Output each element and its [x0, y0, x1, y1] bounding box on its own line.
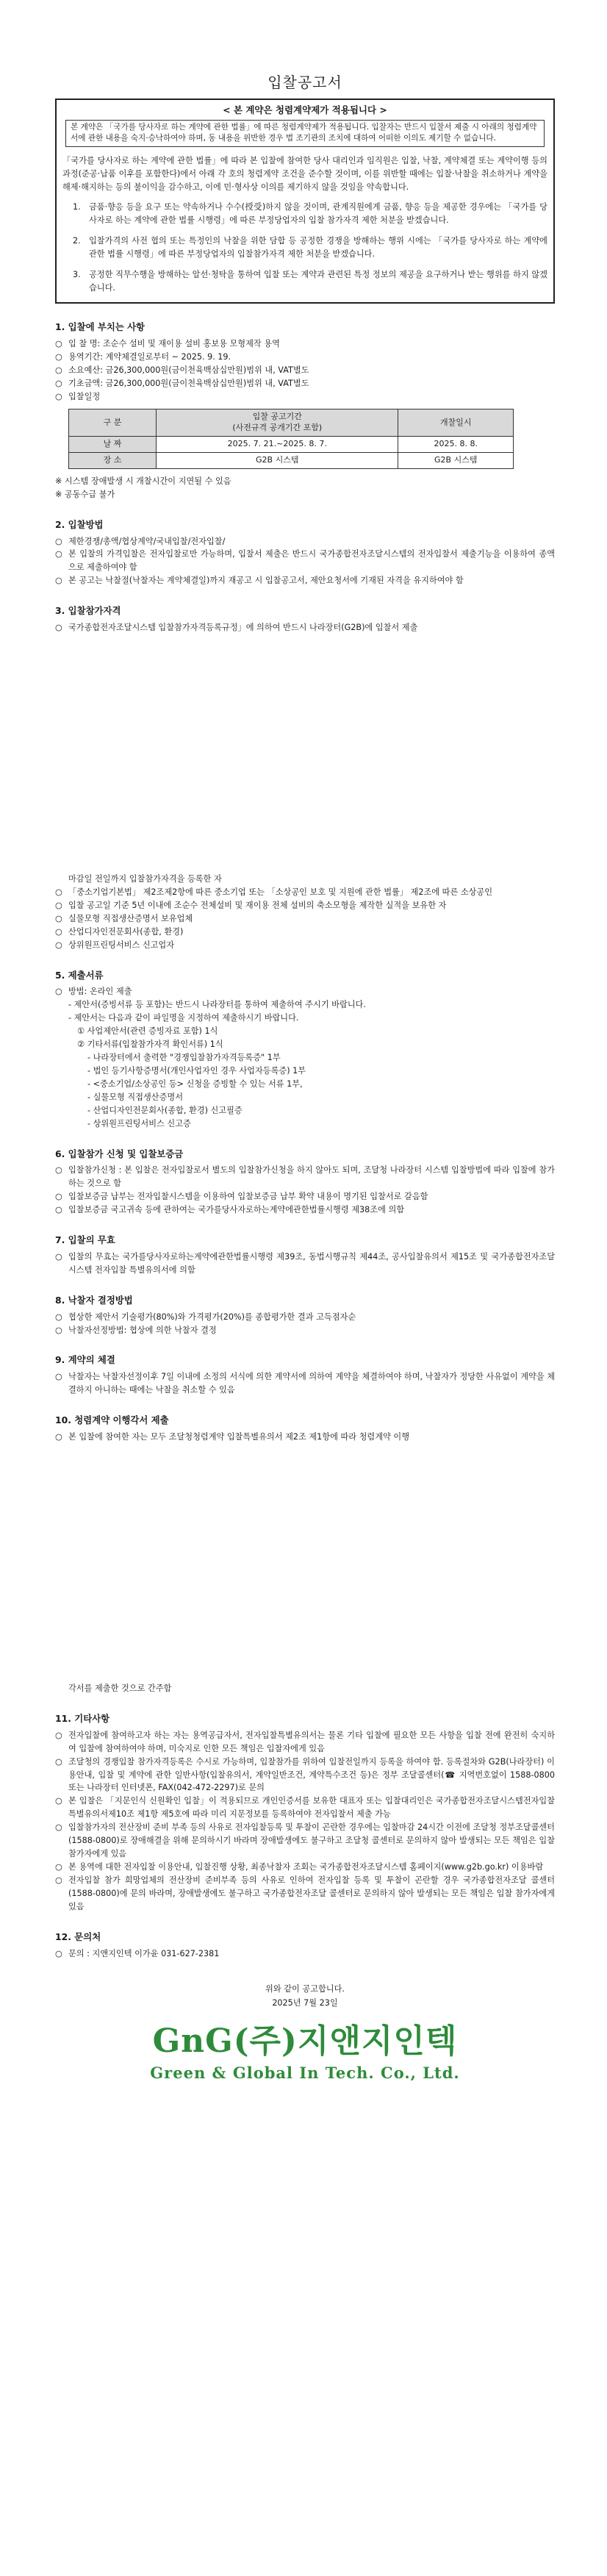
section-3-heading: 3. 입찰참가자격 — [55, 605, 121, 617]
list-item: ○ 본 입찰의 가격입찰은 전자입찰로만 가능하며, 입찰서 제출은 반드시 국가종합전자조달시스템의 전자입찰서 제출기능을 이용하여 종액으로 제출하여야 함 — [55, 549, 555, 573]
integrity-paragraph: 「국가를 당사자로 하는 계약에 관한 법률」에 따라 본 입찰에 참여한 당사 대리인과 임직원은 입찰, 낙찰, 계약체결 또는 계약이행 등의 과정(준공·납품 이후를 포함한다)에서 아래 각 호의 청렴계약 조건을 준수할 것이며, 이를 위반할 때에는 입찰·낙찰을 취소하거나 계약을 해제·해지하는 등의 불이익을 감수하고, 이에 민·형사상 이의를 제기하지 않을 것임을 약속합니다. — [62, 155, 547, 192]
list-item: ○ 실물모형 직접생산증명서 보유업체 — [55, 913, 193, 923]
continued-text: 마감일 전일까지 입찰참가자격을 등록한 자 — [68, 874, 222, 884]
section-11-heading: 11. 기타사항 — [55, 1712, 110, 1724]
list-item: ○ 산업디자인전문회사(종합, 환경) — [55, 926, 184, 937]
note: ※ 공동수급 불가 — [55, 489, 115, 499]
list-item: ○ 낙찰자는 낙찰자선정이후 7일 이내에 소정의 서식에 의한 계약서에 의하여 계약을 체결하여야 하며, 낙찰자가 정당한 사유없이 계약을 체결하지 아니하는 때에는 낙찰을 취소할 수 있음 — [55, 1372, 555, 1395]
section-8-heading: 8. 낙찰자 결정방법 — [55, 1294, 133, 1306]
list-item: ○ 방법: 온라인 제출 — [55, 987, 132, 997]
list-item: ○ 조달청의 경쟁입찰 참가자격등록은 수시로 가능하며, 입찰참가를 위하여 입찰전일까지 등록을 하여야 함. 등록절차와 G2B(나라장터) 이용안내, 입찰 및 계약에 관한 일반사항(입찰유의서, 계약일반조건, 계약특수조건 등)은 정부 조달콜센터(☎ 지역번호없이 1588-0800 또는 나라장터 인터넷폰, FAX(042-472-2297)로 문의 — [55, 1756, 555, 1793]
list-item: ○ 입 찰 명: 조순수 설비 및 재이용 설비 홍보용 모형제작 용역 — [55, 338, 280, 348]
table-header: 입찰 공고기간 (사전규격 공개기간 포함) — [157, 409, 398, 437]
page-1 — [55, 71, 555, 634]
company-logo-english: Green & Global In Tech. Co., Ltd. — [150, 2063, 460, 2082]
list-item: ○ 본 공고는 낙찰절(낙찰자는 계약체결일)까지 재공고 시 입찰공고서, 제안요청서에 기재된 자격을 유지하여야 함 — [55, 576, 464, 586]
section-12-heading: 12. 문의처 — [55, 1931, 101, 1942]
list-item: ○ 소요예산: 금26,300,000원(금이천육백삼십만원)범위 내, VAT별도 — [55, 365, 309, 375]
list-item: ○ 협상한 제안서 기술평가(80%)와 가격평가(20%)를 종합평가한 결과 고득점자순 — [55, 1312, 356, 1322]
list-item: ○ 본 입찰에 참여한 자는 모두 조달청청렴계약 입찰특별유의서 제2조 제1항에 따라 청렴계약 이행 — [55, 1431, 410, 1442]
list-item: ○ 입찰보증금 납부는 전자입찰시스템을 이용하여 입찰보증금 납부 확약 내용이 명기된 입찰서로 갈음함 — [55, 1192, 428, 1202]
list-item: ○ 용역기간: 계약체결일로부터 ~ 2025. 9. 19. — [55, 351, 231, 362]
integrity-item: 3. 공정한 직무수행을 방해하는 알선·청탁을 통하여 입찰 또는 계약과 관련된 특정 정보의 제공을 요구하거나 받는 행위를 하지 않겠습니다. — [73, 270, 547, 293]
list-item: ○ 입찰 공고일 기준 5년 이내에 조순수 전체설비 및 재이용 전체 설비의 축소모형을 제작한 실적을 보유한 자 — [55, 900, 447, 910]
list-item: - 제안서는 다음과 같이 파일명을 지정하여 제출하시기 바랍니다. — [68, 1013, 299, 1023]
note: ※ 시스템 장애발생 시 개찰시간이 지연될 수 있음 — [55, 476, 231, 486]
closing — [55, 1982, 555, 2010]
section-2-heading: 2. 입찰방법 — [55, 518, 104, 530]
list-item: ○ 전자입찰 참가 희망업체의 전산장비 준비부족 등의 사유로 인하여 전자입찰 등록 및 투찰이 곤란할 경우 국가종합전자조달 콜센터(1588-0800)에 문의 바라며, 장애발생에도 불구하고 국가종합전자조달 콜센터로 문의하지 않아 발생되는 모든 책임은 입찰 참가자에게 있음 — [55, 1875, 555, 1911]
list-item: ○ 입찰의 무효는 국가를당사자로하는계약에관한법률시행령 제39조, 동법시행규칙 제44조, 공사입찰유의서 제15조 및 국가종합전자조달시스템 전자입찰 특별유의서에 의함 — [55, 1251, 555, 1275]
table-header: 구 분 — [69, 409, 157, 437]
schedule-table — [68, 409, 514, 468]
integrity-intro: 본 계약은 「국가를 당사자로 하는 계약에 관한 법률」에 따른 청렴계약제가 적용됩니다. 입찰자는 반드시 입찰서 제출 시 아래의 청렴계약서에 관한 내용을 숙지·승낙하여야 하며, 동 내용을 위반한 경우 법 조기관의 조치에 대하여 어떠한 이의도 제기할 수 없습니다. — [65, 120, 545, 147]
table-row: 날 짜 2025. 7. 21.~2025. 8. 7. 2025. 8. 8. — [69, 437, 514, 453]
page-3 — [55, 1682, 555, 2085]
list-item: ② 기타서류(입찰참가자격 확인서류) 1식 — [77, 1040, 223, 1050]
list-item: ○ 국가종합전자조달시스템 입찰참가자격등록규정」에 의하여 반드시 나라장터(G2B)에 입찰서 제출 — [55, 623, 418, 633]
list-item: ○ 전자입찰에 참여하고자 하는 자는 용역공급자서, 전자입찰특별유의서는 물론 기타 입찰에 필요한 모든 사항을 입찰 전에 완전히 숙지하여 입찰에 참여하여야 하며, 미숙지로 인한 모든 책임은 입찰자에게 있음 — [55, 1730, 555, 1753]
list-item: ① 사업제안서(관련 증빙자료 포함) 1식 — [77, 1026, 218, 1037]
list-item: ○ 상위원프린팅서비스 신고업자 — [55, 940, 175, 950]
contact-line: ○ 문의 : 지앤지인텍 이가윤 031-627-2381 — [55, 1948, 220, 1958]
table-header: 개찰일시 — [398, 409, 514, 437]
list-item: ○ 기초금액: 금26,300,000원(금이천육백삼십만원)범위 내, VAT별도 — [55, 378, 309, 388]
document-title: 입찰공고서 — [267, 74, 342, 91]
section-10-heading: 10. 청렴계약 이행각서 제출 — [55, 1414, 169, 1426]
list-item: ○ 제한경쟁/총액/협상계약/국내입찰/전자입찰/ — [55, 536, 226, 546]
list-item: - 상위원프린팅서비스 신고증 — [87, 1118, 191, 1128]
closing-date: 2025년 7월 23일 — [272, 1998, 338, 2008]
list-item: - 법인 등기사항증명서(개인사업자인 경우 사업자등록증) 1부 — [87, 1065, 306, 1076]
list-item: - 나라장터에서 출력한 "경쟁입찰참가자격등록증" 1부 — [87, 1052, 281, 1062]
integrity-heading: < 본 계약은 청렴계약제가 적용됩니다 > — [223, 104, 387, 115]
list-item: ○ 본 입찰은 「지문인식 신원확인 입찰」이 적용되므로 개인인증서를 보유한 대표자 또는 입찰대리인은 국가종합전자조달시스템전자입찰특별유의서제10조 제1항 제5호에 따라 미리 지문정보를 등록하여야 전자입찰서 제출 가능 — [55, 1796, 555, 1820]
list-item: ○ 낙찰자선정방법: 협상에 의한 낙찰자 결정 — [55, 1325, 217, 1335]
list-item: - <중소기업/소상공인 등> 신청을 증빙할 수 있는 서류 1부, — [87, 1078, 303, 1089]
table-row: 장 소 G2B 시스템 G2B 시스템 — [69, 453, 514, 469]
section-9-heading: 9. 계약의 체결 — [55, 1354, 115, 1366]
company-logo — [55, 2024, 555, 2086]
page-2 — [55, 873, 555, 1444]
list-item: - 실물모형 직접생산증명서 — [87, 1092, 184, 1102]
list-item: - 산업디자인전문회사(종합, 환경) 신고필증 — [87, 1105, 243, 1115]
section-7-heading: 7. 입찰의 무효 — [55, 1234, 115, 1246]
section-1-heading: 1. 입찰에 부치는 사항 — [55, 321, 146, 333]
list-item: ○ 입찰일정 — [55, 391, 101, 401]
list-item: - 제안서(증빙서류 등 포함)는 반드시 나라장터를 통하여 제출하여 주시기 바랍니다. — [68, 1000, 366, 1010]
list-item: ○ 입찰참가자의 전산장비 준비 부족 등의 사유로 전자입찰등록 및 투찰이 곤란한 경우에는 입찰마감 24시간 이전에 조달청 정부조달콜센터(1588-0800)로 장애해결을 위해 문의하시기 바라며 장애발생에도 불구하고 조달청 콜센터로 문의하지 않아 발생되는 모든 책임은 입찰참가자에게 있음 — [55, 1822, 555, 1859]
integrity-item: 2. 입찰가격의 사전 협의 또는 특정인의 낙찰을 위한 담합 등 공정한 경쟁을 방해하는 행위 시에는 「국가를 당사자로 하는 계약에 관한 법률 시행령」에 따른 부정당업자의 입찰참가자격 제한 처분을 받겠습니다. — [73, 236, 547, 260]
integrity-item: 1. 금품·향응 등을 요구 또는 약속하거나 수수(授受)하지 않을 것이며, 관계직원에게 금품, 향응 등을 제공한 경우에는 「국가를 당사자로 하는 계약에 관한 법률 시행령」에 따른 부정당업자의 입찰 참가자격 제한 처분을 받겠습니다. — [73, 202, 547, 226]
integrity-contract-box — [55, 99, 555, 304]
list-item: ○ 입찰참가신청 : 본 입찰은 전자입찰로서 별도의 입찰참가신청을 하지 않아도 되며, 조달청 나라장터 시스템 입찰방법에 따라 입찰에 참가하는 것으로 함 — [55, 1165, 555, 1189]
company-logo-wordmark: GnG(주)지앤지인텍 — [152, 2022, 458, 2060]
section-5-heading: 5. 제출서류 — [55, 969, 104, 981]
list-item: ○ 본 용역에 대한 전자입찰 이용안내, 입찰진행 상황, 최종낙찰자 조회는 국가종합전자조달시스템 홈페이지(www.g2b.go.kr) 이용바람 — [55, 1861, 544, 1872]
section-6-heading: 6. 입찰참가 신청 및 입찰보증금 — [55, 1148, 184, 1159]
closing-statement: 위와 같이 공고합니다. — [265, 1984, 345, 1994]
list-item: ○ 입찰보증금 국고귀속 등에 관하여는 국가를당사자로하는계약에관한법률시행령 제38조에 의함 — [55, 1205, 405, 1215]
list-item: ○ 「중소기업기본법」 제2조제2항에 따른 중소기업 또는 「소상공인 보호 및 지원에 관한 법률」 제2조에 따른 소상공인 — [55, 887, 493, 897]
continued-text: 각서를 제출한 것으로 간주함 — [68, 1684, 172, 1693]
